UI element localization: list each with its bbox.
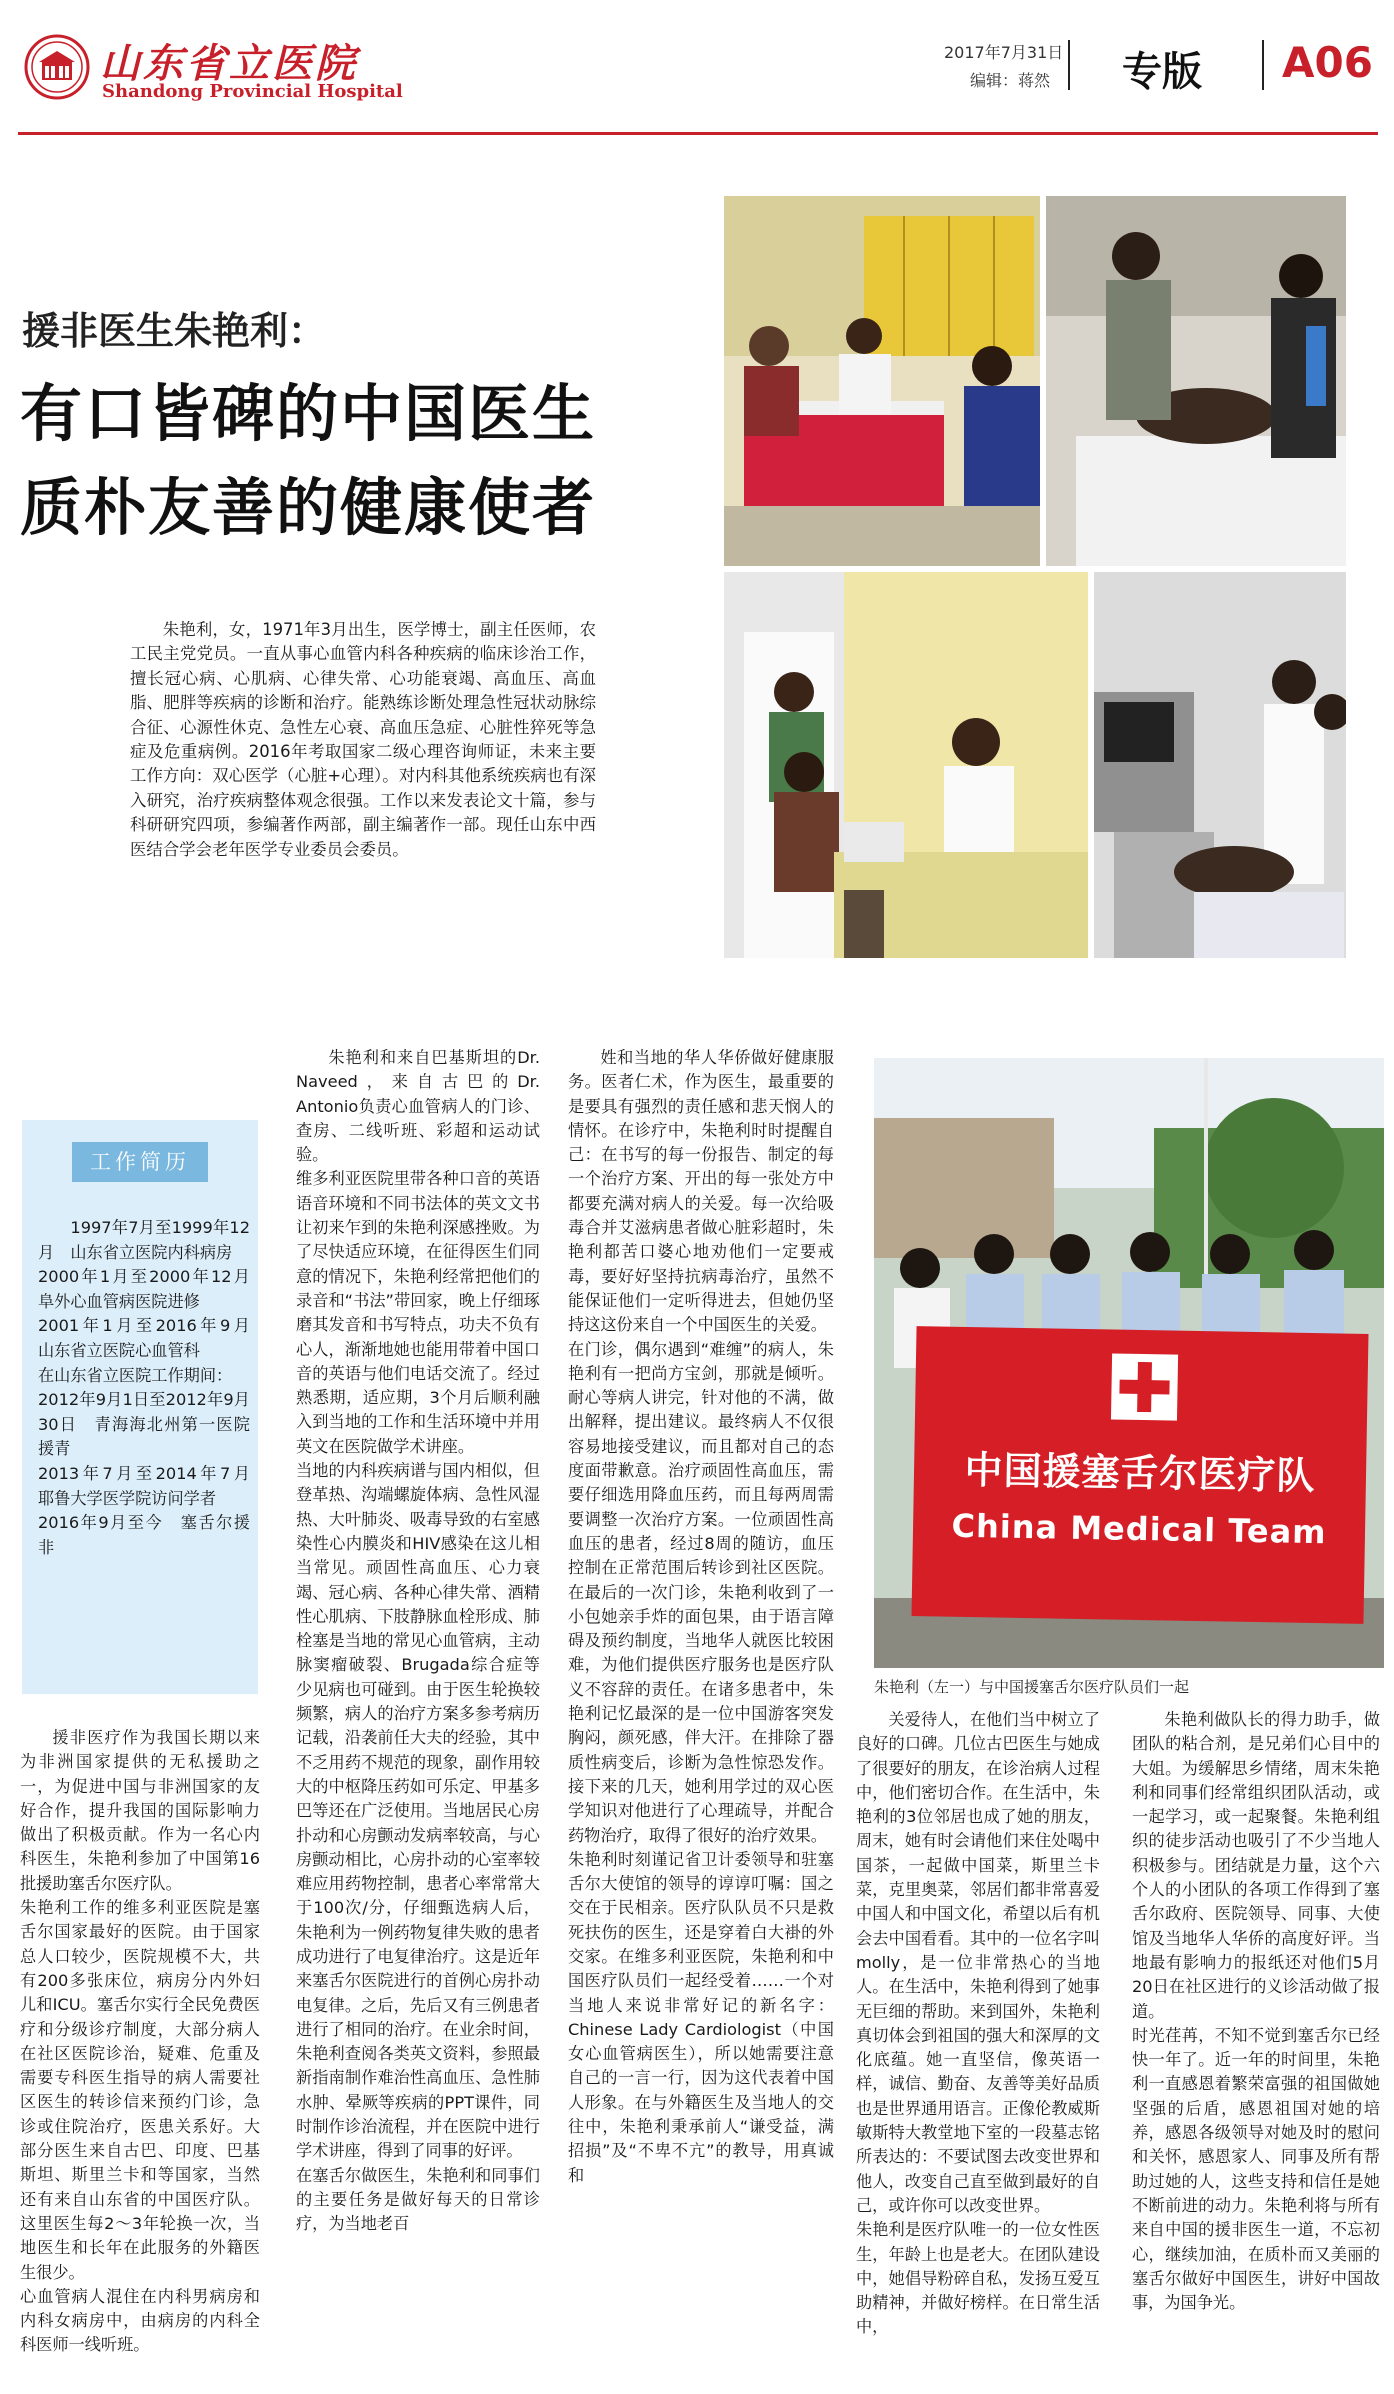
headline-line2: 质朴友善的健康使者 bbox=[20, 471, 597, 544]
editor-credit: 编辑：蒋然 bbox=[970, 71, 1051, 90]
masthead bbox=[0, 0, 1394, 140]
article-column-5: 朱艳利做队长的得力助手，做团队的粘合剂，是兄弟们心目中的大姐。为缓解思乡情绪，周末朱艳利和同事们经常组织团队活动，或一起学习，或一起聚餐。朱艳利组织的徒步活动也吸引了不少当地人积极参与。团结就是力量，这个六个人的小团队的各项工作得到了塞舌尔政府、医院领导、同事、大使馆及当地华人华侨的高度好评。当地最有影响力的报纸还对他们5月20日在社区进行的义诊活动做了报道。 时光荏苒，不知不觉到塞舌尔已经快一年了。近一年的时间里，朱艳利一直感恩着繁荣富强的祖国做她坚强的后盾，感恩祖国对她的培养，感恩各级领导对她及时的慰问和关怀，感恩家人、同事及所有帮助过她的人，这些支持和信任是她不断前进的动力。朱艳利将与所有来自中国的援非医生一道，不忘初心，继续加油，在质朴而又美丽的塞舌尔做好中国医生，讲好中国故事，为国争光。 bbox=[1132, 1710, 1380, 2313]
photo-caption: 朱艳利（左一）与中国援塞舌尔医疗队员们一起 bbox=[874, 1678, 1190, 1696]
masthead-rule bbox=[18, 132, 1378, 135]
resume-title: 工作简历 bbox=[72, 1142, 208, 1182]
bio-paragraph: 朱艳利，女，1971年3月出生，医学博士，副主任医师，农工民主党党员。一直从事心血管内科各种疾病的临床诊治工作，擅长冠心病、心肌病、心律失常、心功能衰竭、高血压、高血脂、肥胖等疾病的诊断和治疗。能熟练诊断处理急性冠状动脉综合征、心源性休克、急性左心衰、高血压急症、心脏性猝死等急症及危重病例。2016年考取国家二级心理咨询师证，未来主要工作方向：双心医学（心脏+心理）。对内科其他系统疾病也有深入研究，治疗疾病整体观念很强。工作以来发表论文十篇，参与科研研究四项，参编著作两部，副主编著作一部。现任山东中西医结合学会老年医学专业委员会委员。 bbox=[130, 620, 596, 859]
article-column-2: 朱艳利和来自巴基斯坦的Dr. Naveed，来自古巴的Dr. Antonio负责心血管病人的门诊、查房、二线听班、彩超和运动试验。 维多利亚医院里带各种口音的英语语音环境和不同书法体的英文文书让初来乍到的朱艳利深感挫败。为了尽快适应环境，在征得医生们同意的情况下，朱艳利经常把他们的录音和“书法”带回家，晚上仔细琢磨其发音和书写特点，功夫不负有心人，渐渐地她也能用带着中国口音的英语与他们电话交流了。经过熟悉期，适应期，3个月后顺利融入到当地的工作和生活环境中并用英文在医院做学术讲座。 当地的内科疾病谱与国内相似，但登革热、沟端螺旋体病、急性风湿热、大叶肺炎、吸毒导致的右室感染性心内膜炎和HIV感染在这儿相当常见。顽固性高血压、心力衰竭、冠心病、各种心律失常、酒精性心肌病、下肢静脉血栓形成、肺栓塞是当地的常见心血管病，主动脉窦瘤破裂、Brugada综合症等少见病也可碰到。由于医生轮换较频繁，病人的治疗方案多参考病历记载，沿袭前任大夫的经验，其中不乏用药不规范的现象，副作用较大的中枢降压药如可乐定、甲基多巴等还在广泛使用。当地居民心房扑动和心房颤动发病率较高，与心房颤动相比，心房扑动的心室率较难应用药物控制，患者心率常常大于100次/分，仔细甄选病人后，朱艳利为一例药物复律失败的患者成功进行了电复律治疗。这是近年来塞舌尔医院进行的首例心房扑动电复律。之后，先后又有三例患者进行了相同的治疗。在业余时间，朱艳利查阅各类英文资料，参照最新指南制作难治性高血压、急性肺水肿、晕厥等疾病的PPT课件，同时制作诊治流程，并在医院中进行学术讲座，得到了同事的好评。 在塞舌尔做医生，朱艳利和同事们的主要任务是做好每天的日常诊疗，为当地老百 bbox=[296, 1048, 540, 2234]
hospital-name-cn: 山东省立医院 bbox=[100, 40, 358, 87]
section-label: 专版 bbox=[1122, 49, 1202, 95]
hospital-logo bbox=[24, 34, 90, 100]
photo-clinic-desk bbox=[724, 196, 1040, 566]
page-number: A06 bbox=[1282, 38, 1373, 87]
article-column-1: 援非医疗作为我国长期以来为非洲国家提供的无私援助之一，为促进中国与非洲国家的友好合作，提升我国的国际影响力做出了积极贡献。作为一名心内科医生，朱艳利参加了中国第16批援助塞舌尔医疗队。 朱艳利工作的维多利亚医院是塞舌尔国家最好的医院。由于国家总人口较少，医院规模不大，共有200多张床位，病房分内外妇儿和ICU。塞舌尔实行全民免费医疗和分级诊疗制度，大部分病人在社区医院诊治，疑难、危重及需要专科医生指导的病人需要社区医生的转诊信来预约门诊，急诊或住院治疗，医患关系好。大部分医生来自古巴、印度、巴基斯坦、斯里兰卡和等国家，当然还有来自山东省的中国医疗队。这里医生每2～3年轮换一次，当地医生和长年在此服务的外籍医生很少。 心血管病人混住在内科男病房和内科女病房中，由病房的内科全科医师一线听班。 bbox=[20, 1728, 260, 2355]
banner-title-en: China Medical Team bbox=[951, 1506, 1327, 1552]
divider bbox=[1068, 40, 1070, 90]
article-column-3: 姓和当地的华人华侨做好健康服务。医者仁术，作为医生，最重要的是要具有强烈的责任感和悲天悯人的情怀。在诊疗中，朱艳利时时提醒自己：在书写的每一份报告、制定的每一个治疗方案、开出的每一张处方中都要充满对病人的关爱。每一次给吸毒合并艾滋病患者做心脏彩超时，朱艳利都苦口婆心地劝他们一定要戒毒，要好好坚持抗病毒治疗，虽然不能保证他们一定听得进去，但她仍坚持这这份来自一个中国医生的关爱。 在门诊，偶尔遇到“难缠”的病人，朱艳利有一把尚方宝剑，那就是倾听。耐心等病人讲完，针对他的不满，做出解释，提出建议。最终病人不仅很容易地接受建议，而且都对自己的态度面带歉意。治疗顽固性高血压，需要仔细选用降血压药，而且每两周需要调整一次治疗方案。一位顽固性高血压的患者，经过8周的随访，血压控制在正常范围后转诊到社区医院。在最后的一次门诊，朱艳利收到了一小包她亲手炸的面包果，由于语言障碍及预约制度，当地华人就医比较困难，为他们提供医疗服务也是医疗队义不容辞的责任。在诸多患者中，朱艳利记忆最深的是一位中国游客突发胸闷，颜死感，伴大汗。在排除了器质性病变后，诊断为急性惊恐发作。接下来的几天，她利用学过的双心医学知识对他进行了心理疏导，并配合药物治疗，取得了很好的治疗效果。 朱艳利时刻谨记省卫计委领导和驻塞舌尔大使馆的领导的谆谆叮嘱：国之交在于民相亲。医疗队队员不只是救死扶伤的医生，还是穿着白大褂的外交家。在维多利亚医院，朱艳利和中国医疗队员们一起经受着……一个对当地人来说非常好记的新名字：Chinese Lady Cardiologist（中国女心血管病医生），所以她需要注意自己的一言一行，因为这代表着中国人形象。在与外籍医生及当地人的交往中，朱艳利秉承前人“谦受益，满招损”及“不卑不亢”的教导，用真诚和 bbox=[568, 1048, 834, 2185]
hospital-name-en: Shandong Provincial Hospital bbox=[102, 81, 403, 102]
divider bbox=[1262, 40, 1264, 90]
team-banner bbox=[912, 1326, 1369, 1624]
article-column-4: 关爱待人，在他们当中树立了良好的口碑。几位古巴医生与她成了很要好的朋友，在诊治病人过程中，他们密切合作。在生活中，朱艳利的3位邻居也成了她的朋友，周末，她有时会请他们来住处喝中国茶，一起做中国菜，斯里兰卡菜，克里奥菜，邻居们都非常喜爱中国人和中国文化，希望以后有机会去中国看看。其中的一位名字叫molly，是一位非常热心的当地人。在生活中，朱艳利得到了她事无巨细的帮助。来到国外，朱艳利真切体会到祖国的强大和深厚的文化底蕴。她一直坚信，像英语一样，诚信、勤奋、友善等美好品质也是世界通用语言。正像伦教威斯敏斯特大教堂地下室的一段墓志铭所表达的：不要试图去改变世界和他人，改变自己直至做到最好的自己，或许你可以改变世界。 朱艳利是医疗队唯一的一位女性医生，年龄上也是老大。在团队建设中，她倡导粉碎自私，发扬互爱互助精神，并做好榜样。在日常生活中， bbox=[856, 1710, 1100, 2337]
resume-list: 1997年7月至1999年12月 山东省立医院内科病房 2000年1月至2000年12月 阜外心血管病医院进修 2001年1月至2016年9月 山东省立医院心血管科 在山东省立医院工作期间： 2012年9月1日至2012年9月30日 青海海北州第一医院援青 2013年7月至2014年7月 耶鲁大学医学院访问学者 2016年9月至今 塞舌尔援非 bbox=[38, 1218, 250, 1557]
banner-title-cn: 中国援塞舌尔医疗队 bbox=[964, 1447, 1316, 1499]
photo-ward-exam bbox=[1046, 196, 1346, 566]
red-cross-icon bbox=[1111, 1353, 1178, 1420]
headline-line1: 有口皆碑的中国医生 bbox=[20, 377, 597, 450]
issue-date: 2017年7月31日 bbox=[944, 43, 1064, 62]
resume-box bbox=[22, 1120, 258, 1694]
headline-kicker: 援非医生朱艳利： bbox=[22, 309, 327, 353]
photo-patient-consult bbox=[724, 572, 1088, 958]
photo-ultrasound bbox=[1094, 572, 1346, 958]
